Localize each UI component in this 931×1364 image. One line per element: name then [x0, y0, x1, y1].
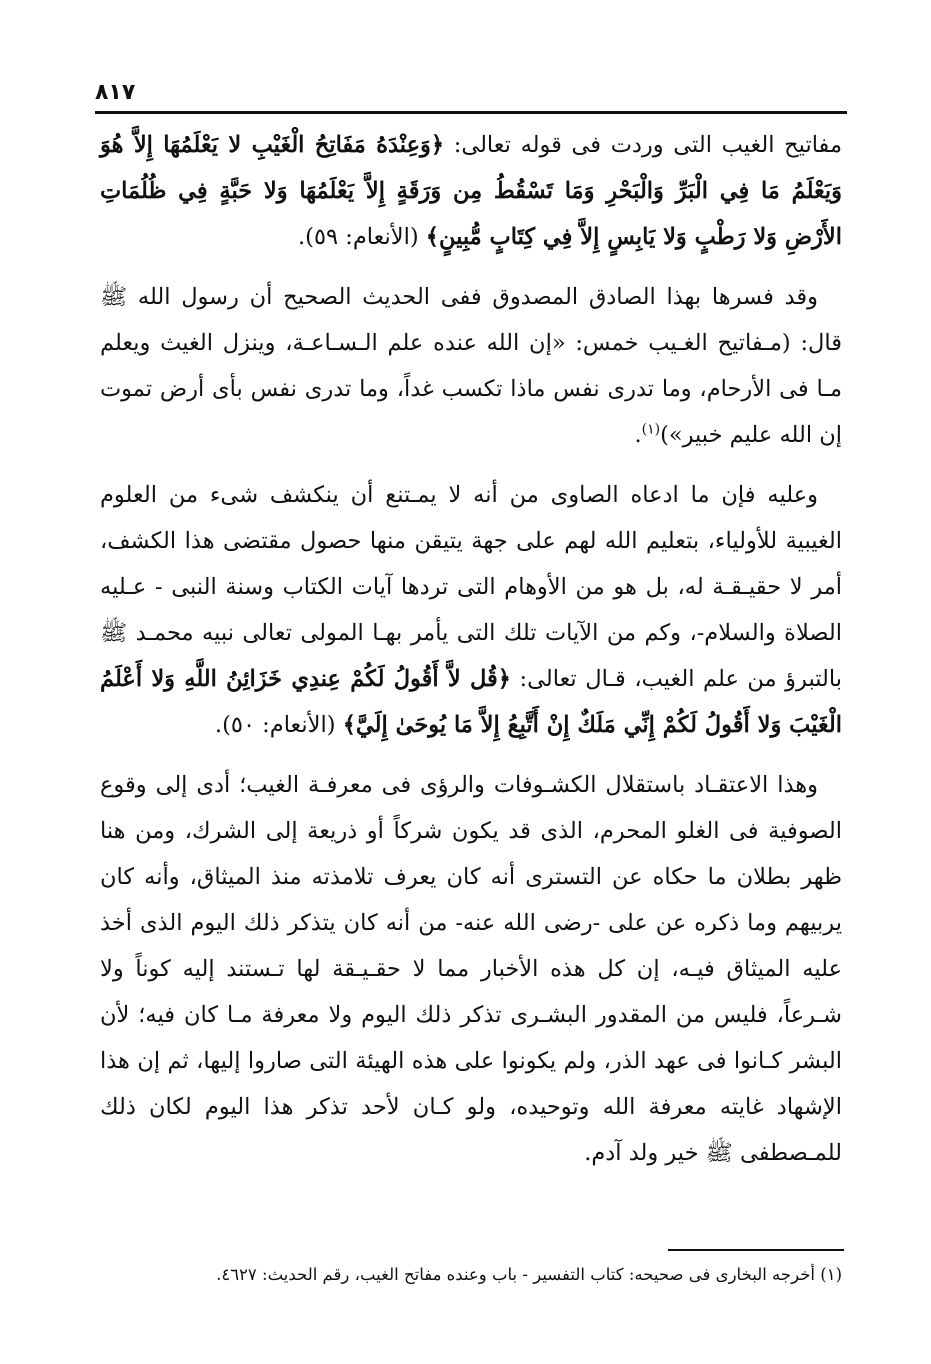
paragraph-2-text: وقد فسرها بهذا الصادق المصدوق ففى الحديث الصحيح أن رسول الله ﷺ قال: (مـفاتيح الغـيب خمس: «إن الله عنده علم الـسـاعـة، وينزل الغيث ويعلم مـا فى الأرحام، وما تدرى نفس ماذا تكسب غداً، وما تدرى نفس بأى أرض تموت إن الله عليم خبير»): [100, 284, 842, 448]
page-body: [100, 122, 842, 1176]
footnote-rule: [668, 1249, 844, 1251]
verse-reference-2: (الأنعام: ٥٠).: [214, 712, 343, 738]
paragraph-2-end: .: [634, 422, 642, 448]
verse-reference-1: (الأنعام: ٥٩).: [298, 224, 426, 250]
page-number: ٨١٧: [95, 80, 136, 105]
paragraph-1: [100, 122, 842, 260]
footnote-mark[interactable]: (١): [641, 421, 661, 438]
quran-verse-anam-59: ﴿وَعِنْدَهُ مَفَاتِحُ الْغَيْبِ لا يَعْلَمُهَا إِلاَّ هُوَ وَيَعْلَمُ مَا فِي الْبَرِّ وَالْبَحْرِ وَمَا تَسْقُطُ مِن وَرَقَةٍ إِلاَّ يَعْلَمُهَا وَلا حَبَّةٍ فِي ظُلُمَاتِ الأَرْضِ وَلا رَطْبٍ وَلا يَابِسٍ إِلاَّ فِي كِتَابٍ مُّبِينٍ﴾: [100, 132, 842, 250]
paragraph-2: [100, 274, 842, 458]
paragraph-4: وهذا الاعتقـاد باستقلال الكشـوفات والرؤى فى معرفـة الغيب؛ أدى إلى وقوع الصوفية فى الغلو المحرم، الذى قد يكون شركاً أو ذريعة إلى الشرك، ومن هنا ظهر بطلان ما حكاه عن التسترى أنه كان يعرف تلامذته منذ الميثاق، وأنه كان يربيهم وما ذكره عن على -رضى الله عنه- من أنه كان يتذكر ذلك اليوم الذى أخذ عليه الميثاق فيـه، إن كل هذه الأخبار مما لا حقـيـقة لها تـستند إليه كوناً ولا شـرعاً، فليس من المقدور البشـرى تذكر ذلك اليوم ولا معرفة مـا كان فيه؛ لأن البشر كـانوا فى عهد الذر، ولم يكونوا على هذه الهيئة التى صاروا إليها، ثم إن هذا الإشهاد غايته معرفة الله وتوحيده، ولو كـان لأحد تذكر هذا اليوم لكان ذلك للمـصطفى ﷺ خير ولد آدم.: [100, 772, 842, 1166]
header-rule: [95, 111, 847, 114]
paragraph-3-text: وعليه فإن ما ادعاه الصاوى من أنه لا يمـتنع أن ينكشف شىء من العلوم الغيبية للأولياء، بتعليم الله لهم على جهة يتيقن منها حصول مقتضى هذا الكشف، أمر لا حقيـقـة له، بل هو من الأوهام التى تردها آيات الكتاب وسنة النبى - عـليه الصلاة والسلام-، وكم من الآيات تلك التى يأمر بهـا المولى تعالى نبيه محمـد ﷺ بالتبرؤ من علم الغيب، قـال تعالى:: [100, 482, 842, 692]
paragraph-1-intro: مفاتيح الغيب التى وردت فى قوله تعالى:: [444, 132, 842, 158]
quran-verse-anam-50: ﴿قُل لاَّ أَقُولُ لَكُمْ عِندِي خَزَائِنُ اللَّهِ وَلا أَعْلَمُ الْغَيْبَ وَلا أَقُولُ لَكُمْ إِنِّي مَلَكٌ إِنْ أَتَّبِعُ إِلاَّ مَا يُوحَىٰ إِلَيَّ﴾: [100, 666, 842, 738]
paragraph-3: [100, 472, 842, 748]
footnote: (١) أخرجه البخارى فى صحيحه: كتاب التفسير - باب وعنده مفاتح الغيب، رقم الحديث: ٤٦٢٧.: [216, 1265, 842, 1284]
